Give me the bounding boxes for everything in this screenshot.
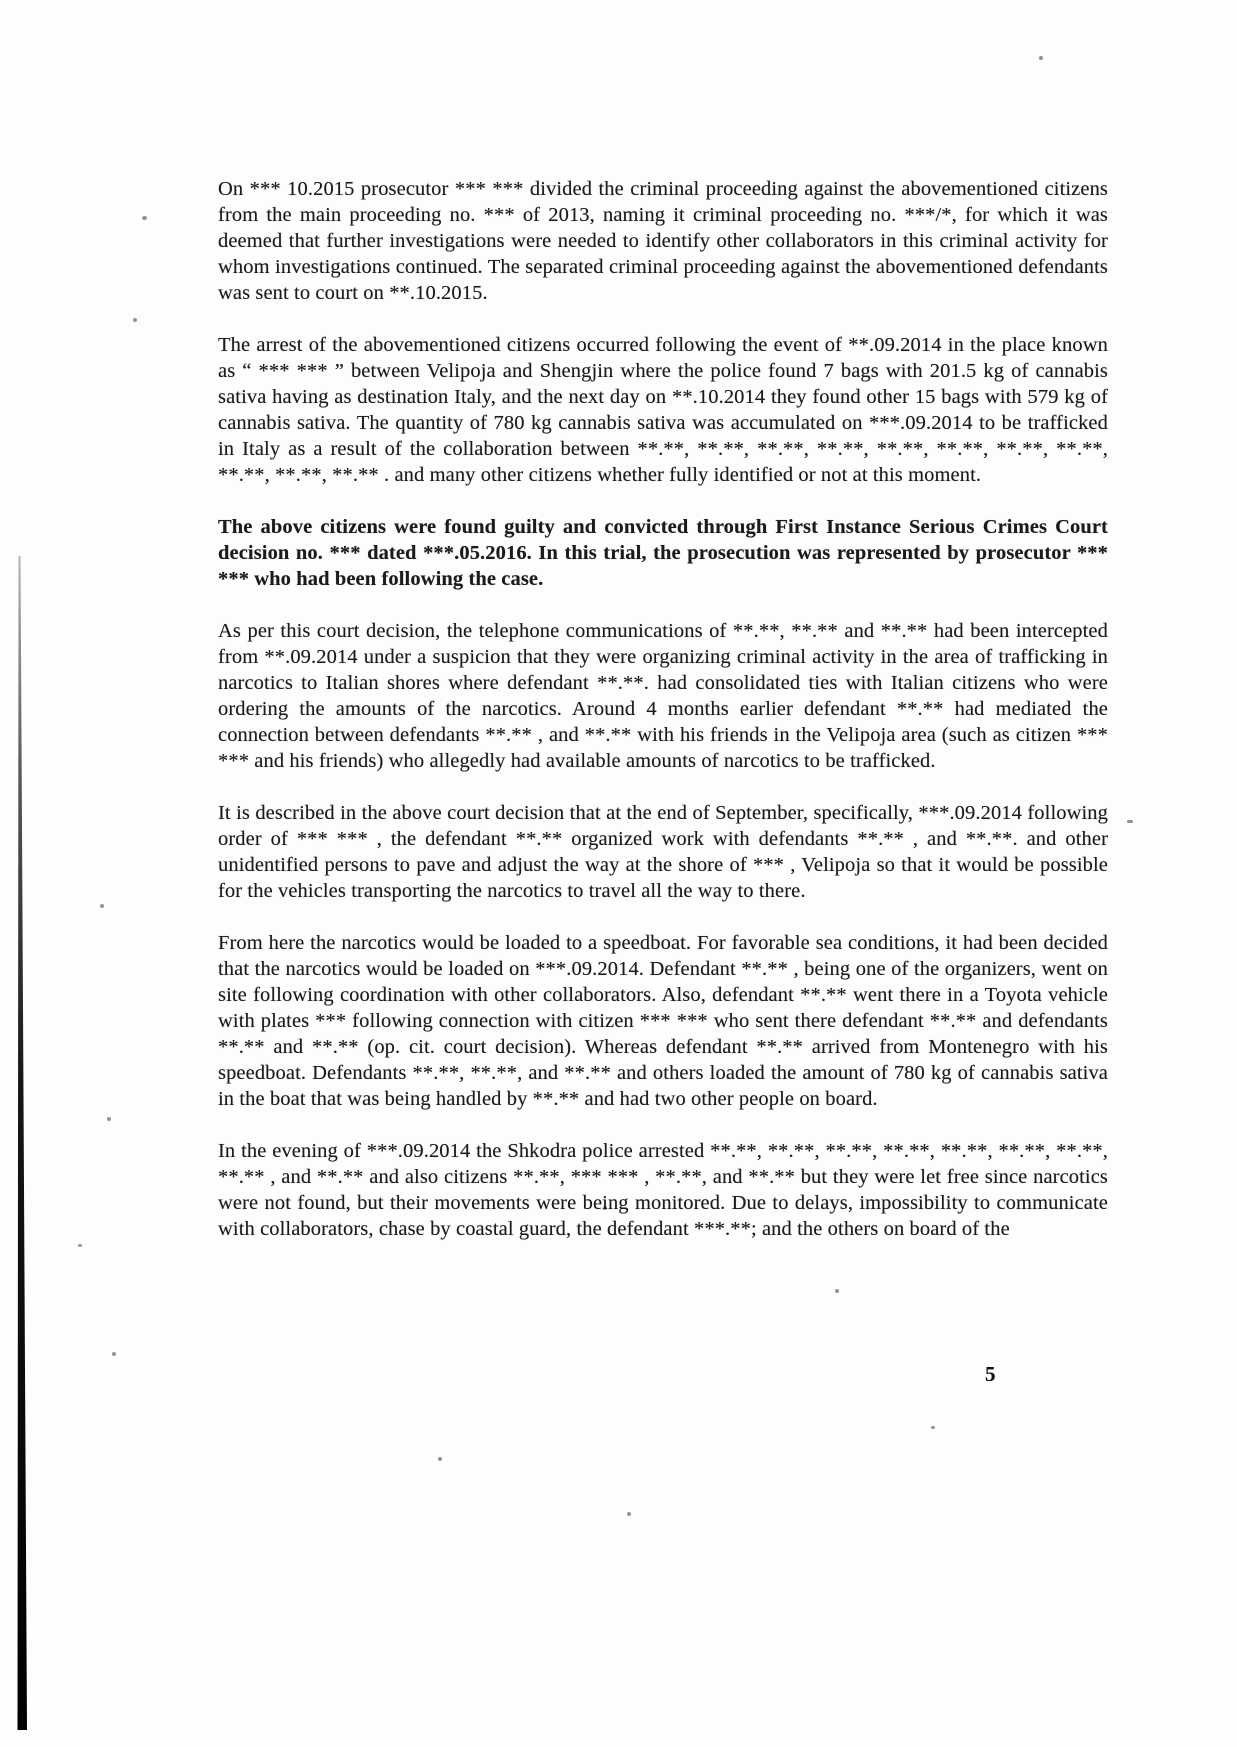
- scan-speck: [78, 1244, 82, 1247]
- paragraph-shkodra-arrests: In the evening of ***.09.2014 the Shkodra police arrested **.**, **.**, **.**, **.**, **.**, **.**, **.**, **.** , and **.** and also citizens **.**, *** *** , **.**, and **.** but they were let free since narcotics were not found, but their movements were being monitored. Due to delays, impossibility to communicate with collaborators, chase by coastal guard, the defendant ***.**; and the others on board of the: [218, 1140, 1108, 1240]
- page-number: 5: [985, 1362, 996, 1386]
- scan-speck: [1127, 820, 1133, 823]
- paragraph-speedboat-loading: From here the narcotics would be loaded to a speedboat. For favorable sea conditions, it had been decided that the narcotics would be loaded on ***.09.2014. Defendant **.** , being one of the organizers, went on site following coordination with other collaborators. Also, defendant **.** went there in a Toyota vehicle with plates *** following connection with citizen *** *** who sent there defendant **.** and defendants **.** and **.** (op. cit. court decision). Whereas defendant **.** arrived from Montenegro with his speedboat. Defendants **.**, **.**, and **.** and others loaded the amount of 780 kg of cannabis sativa in the boat that was being handled by **.** and had two other people on board.: [218, 932, 1108, 1110]
- scan-speck: [133, 318, 137, 322]
- scan-speck: [112, 1352, 116, 1356]
- scan-speck: [100, 904, 104, 908]
- scan-speck: [1039, 56, 1043, 60]
- scan-speck: [438, 1457, 442, 1461]
- scan-speck: [835, 1289, 839, 1293]
- paragraph-proceeding-division: On *** 10.2015 prosecutor *** *** divided the criminal proceeding against the abovementioned citizens from the main proceeding no. *** of 2013, naming it criminal proceeding no. ***/*, for which it was deemed that further investigations were needed to identify other collaborators in this criminal activity for whom investigations continued. The separated criminal proceeding against the abovementioned defendants was sent to court on **.10.2015.: [218, 178, 1108, 304]
- scan-speck: [627, 1512, 631, 1516]
- scan-speck: [142, 216, 147, 220]
- paragraph-telephone-interception: As per this court decision, the telephone communications of **.**, **.** and **.** had been intercepted from **.09.2014 under a suspicion that they were organizing criminal activity in the area of trafficking in narcotics to Italian shores where defendant **.**. had consolidated ties with Italian citizens who were ordering the amounts of the narcotics. Around 4 months earlier defendant **.** had mediated the connection between defendants **.** , and **.** with his friends in the Velipoja area (such as citizen *** *** and his friends) who allegedly had available amounts of narcotics to be trafficked.: [218, 620, 1108, 772]
- scan-speck: [931, 1426, 935, 1429]
- paragraph-arrest-event: The arrest of the abovementioned citizens occurred following the event of **.09.2014 in the place known as “ *** *** ” between Velipoja and Shengjin where the police found 7 bags with 201.5 kg of cannabis sativa having as destination Italy, and the next day on **.10.2014 they found other 15 bags with 579 kg of cannabis sativa. The quantity of 780 kg cannabis sativa was accumulated on ***.09.2014 to be trafficked in Italy as a result of the collaboration between **.**, **.**, **.**, **.**, **.**, **.**, **.**, **.**, **.**, **.**, **.** . and many other citizens whether fully identified or not at this moment.: [218, 334, 1108, 486]
- scan-speck: [107, 1117, 111, 1121]
- document-body: [218, 176, 1108, 1268]
- paragraph-september-order: It is described in the above court decision that at the end of September, specifically, ***.09.2014 following order of *** *** , the defendant **.** organized work with defendants **.** , and **.**. and other unidentified persons to pave and adjust the way at the shore of *** , Velipoja so that it would be possible for the vehicles transporting the narcotics to travel all the way to there.: [218, 802, 1108, 902]
- paragraph-conviction-bold: The above citizens were found guilty and convicted through First Instance Serious Crimes Court decision no. *** dated ***.05.2016. In this trial, the prosecution was represented by prosecutor *** *** who had been following the case.: [218, 516, 1108, 590]
